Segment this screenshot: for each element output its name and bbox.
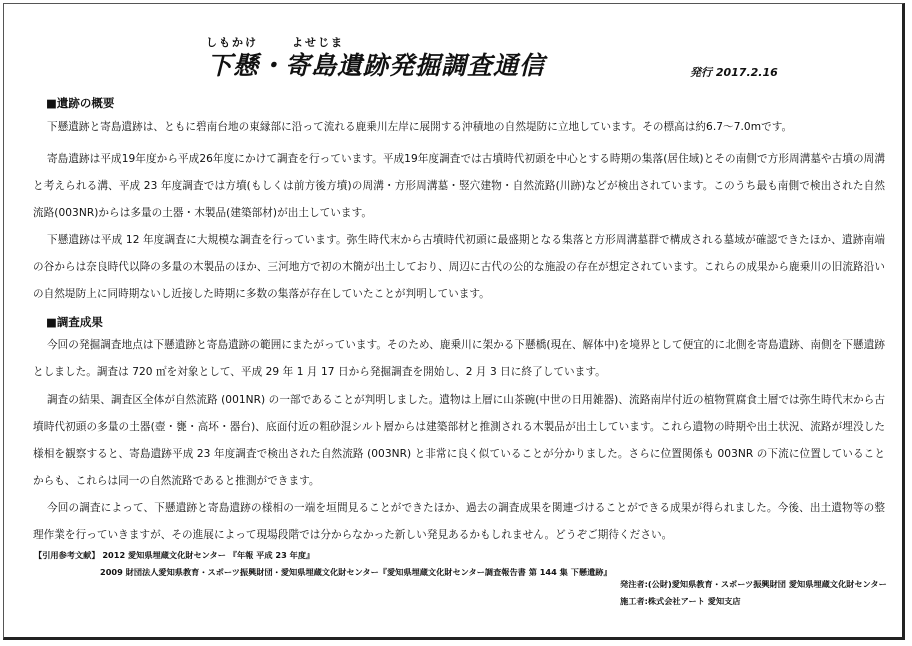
credits bbox=[620, 576, 887, 610]
reference-line-2: 2009 財団法人愛知県教育・スポーツ振興財団・愛知県埋蔵文化財センター『愛知県埋蔵文化財センター調査報告書 第 144 集 下懸遺跡』 bbox=[100, 567, 612, 577]
overview-paragraph-1: 下懸遺跡と寄島遺跡は、ともに碧南台地の東縁部に沿って流れる鹿乗川左岸に展開する沖積地の自然堤防に立地しています。その標高は約6.7〜7.0mです。 bbox=[47, 121, 793, 133]
issue-date: 発行 2017.2.16 bbox=[690, 66, 778, 79]
credit-contractor: 施工者:株式会社アート 愛知支店 bbox=[620, 596, 741, 606]
section-heading-results: ■調査成果 bbox=[46, 315, 103, 329]
title-ruby-yosejima: よせじま bbox=[292, 36, 344, 49]
results-paragraph-1: 今回の発掘調査地点は下懸遺跡と寄島遺跡の範囲にまたがっています。そのため、鹿乗川に架かる下懸橋(現在、解体中)を境界として便宜的に北側を寄島遺跡、南側を下懸遺跡としました。調査は 720 ㎡を対象として、平成 29 年 1 月 17 日から発掘調査を開始し、2 月 3 日に終了しています。 bbox=[33, 339, 885, 378]
title-ruby-shimokake: しもかけ bbox=[206, 36, 258, 49]
references bbox=[34, 547, 612, 581]
overview-paragraph-3: 下懸遺跡は平成 12 年度調査に大規模な調査を行っています。弥生時代末から古墳時代初頭に最盛期となる集落と方形周溝墓群で構成される墓域が確認できたほか、遺跡南端の谷からは奈良時代以降の多量の木製品のほか、三河地方で初の木簡が出土しており、周辺に古代の公的な施設の存在が想定されています。これらの成果から鹿乗川の旧流路沿いの自然堤防上に同時期ないし近接した時期に多数の集落が存在していたことが判明しています。 bbox=[33, 234, 885, 300]
credit-issuer: 発注者:(公財)愛知県教育・スポーツ振興財団 愛知県埋蔵文化財センター bbox=[620, 579, 887, 589]
results-paragraph-3: 今回の調査によって、下懸遺跡と寄島遺跡の様相の一端を垣間見ることができたほか、過去の調査成果を関連づけることができる成果が得られました。今後、出土遺物等の整理作業を行っていきますが、その進展によって現場段階では分からなかった新しい発見あるかもしれません。どうぞご期待ください。 bbox=[33, 502, 885, 541]
results-paragraph-2: 調査の結果、調査区全体が自然流路 (001NR) の一部であることが判明しました。遺物は上層に山茶碗(中世の日用雑器)、流路南岸付近の植物質腐食土層では弥生時代末から古墳時代初頭の多量の土器(壺・甕・高坏・器台)、底面付近の粗砂混シルト層からは建築部材と推測される木製品が出土しています。これら遺物の時期や出土状況、流路が埋没した様相を観察すると、寄島遺跡平成 23 年度調査で検出された自然流路 (003NR) と非常に良く似ていることが分かりました。さらに位置関係も 003NR の下流に位置していることからも、これらは同一の自然流路であると推測ができます。 bbox=[33, 394, 885, 487]
section-heading-overview: ■遺跡の概要 bbox=[46, 96, 115, 110]
reference-line-1: 【引用参考文献】 2012 愛知県埋蔵文化財センター 『年報 平成 23 年度』 bbox=[34, 550, 315, 560]
page-title: 下懸・寄島遺跡発掘調査通信 bbox=[207, 51, 546, 80]
overview-paragraph-2: 寄島遺跡は平成19年度から平成26年度にかけて調査を行っています。平成19年度調査では古墳時代初頭を中心とする時期の集落(居住域)とその南側で方形周溝墓や古墳の周溝と考えられる溝、平成 23 年度調査では方墳(もしくは前方後方墳)の周溝・方形周溝墓・竪穴建物・自然流路(川跡)などが検出されています。このうち最も南側で検出された自然流路(003NR)からは多量の土器・木製品(建築部材)が出土しています。 bbox=[33, 153, 885, 219]
